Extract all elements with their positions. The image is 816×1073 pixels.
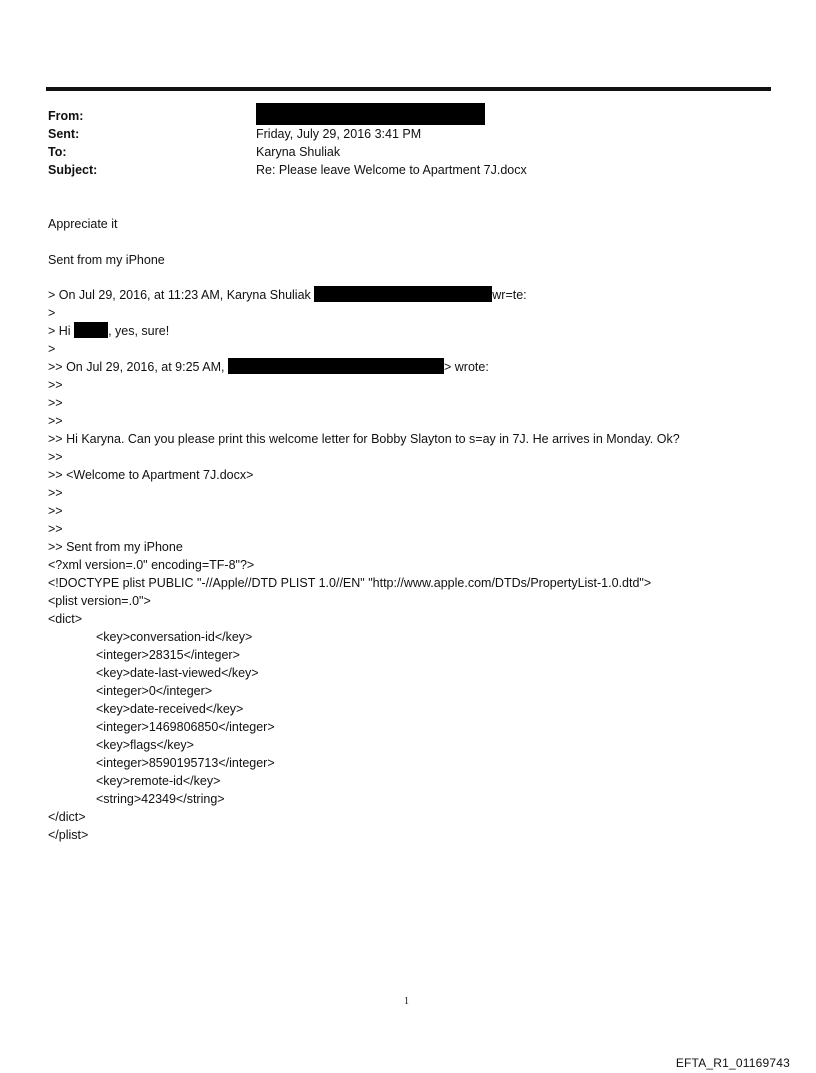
quoted-line: >> Sent from my iPhone: [48, 540, 183, 554]
quote-marker: >>: [48, 414, 63, 428]
quoted-header-line: [48, 286, 527, 304]
plist-line: <dict>: [48, 612, 83, 626]
from-value-redacted: [256, 103, 485, 125]
redaction-box: [314, 286, 492, 302]
quoted-header-text: >> On Jul 29, 2016, at 9:25 AM,: [48, 360, 228, 374]
quote-marker: >: [48, 342, 56, 356]
plist-line: <integer>28315</integer>: [96, 648, 240, 662]
plist-line: </dict>: [48, 810, 86, 824]
sent-value: Friday, July 29, 2016 3:41 PM: [256, 127, 422, 141]
plist-line: <plist version=.0">: [48, 594, 151, 608]
from-row: [48, 107, 768, 125]
quote-marker: >>: [48, 378, 63, 392]
quote-marker: >>: [48, 396, 63, 410]
plist-line: <!DOCTYPE plist PUBLIC "-//Apple//DTD PLIST 1.0//EN" "http://www.apple.com/DTDs/PropertyList-1.0.dtd">: [48, 576, 652, 590]
plist-line: </plist>: [48, 828, 89, 842]
to-value: Karyna Shuliak: [256, 145, 341, 159]
attachment-line: >> <Welcome to Apartment 7J.docx>: [48, 468, 254, 482]
plist-line: <integer>0</integer>: [96, 684, 213, 698]
redaction-box: [74, 322, 108, 338]
from-label: From:: [48, 109, 84, 123]
quote-marker: >>: [48, 450, 63, 464]
to-label: To:: [48, 145, 67, 159]
document-id: EFTA_R1_01169743: [675, 1056, 790, 1070]
plist-line: <string>42349</string>: [96, 792, 225, 806]
quoted-header-suffix: > wrote:: [443, 360, 489, 374]
plist-line: <key>date-received</key>: [96, 702, 244, 716]
plist-line: <integer>8590195713</integer>: [96, 756, 275, 770]
redaction-box: [228, 358, 444, 374]
to-row: [48, 143, 768, 161]
sent-row: [48, 125, 768, 143]
quoted-line: [48, 322, 169, 340]
quoted-line: >> Hi Karyna. Can you please print this welcome letter for Bobby Slayton to s=ay in 7J. He arrives in Monday. Ok?: [48, 432, 680, 446]
plist-line: <key>conversation-id</key>: [96, 630, 253, 644]
quote-marker: >>: [48, 486, 63, 500]
quote-marker: >: [48, 306, 56, 320]
body-line: Appreciate it: [48, 217, 118, 231]
plist-line: <key>flags</key>: [96, 738, 194, 752]
plist-line: <key>remote-id</key>: [96, 774, 221, 788]
quoted-header-text: > On Jul 29, 2016, at 11:23 AM, Karyna Shuliak: [48, 288, 315, 302]
redaction-box: [256, 103, 485, 125]
plist-line: <integer>1469806850</integer>: [96, 720, 275, 734]
subject-row: [48, 161, 768, 179]
header-divider: [46, 87, 771, 91]
plist-line: <?xml version=.0" encoding=TF-8"?>: [48, 558, 255, 572]
page-number: 1: [404, 996, 409, 1007]
quoted-header-suffix: wr=te:: [492, 288, 527, 302]
plist-line: <key>date-last-viewed</key>: [96, 666, 259, 680]
quoted-header-line: [48, 358, 489, 376]
quoted-text: , yes, sure!: [108, 324, 170, 338]
subject-value: Re: Please leave Welcome to Apartment 7J.docx: [256, 163, 527, 177]
quoted-text: > Hi: [48, 324, 75, 338]
quote-marker: >>: [48, 504, 63, 518]
body-line: Sent from my iPhone: [48, 253, 165, 267]
subject-label: Subject:: [48, 163, 98, 177]
quote-marker: >>: [48, 522, 63, 536]
sent-label: Sent:: [48, 127, 80, 141]
